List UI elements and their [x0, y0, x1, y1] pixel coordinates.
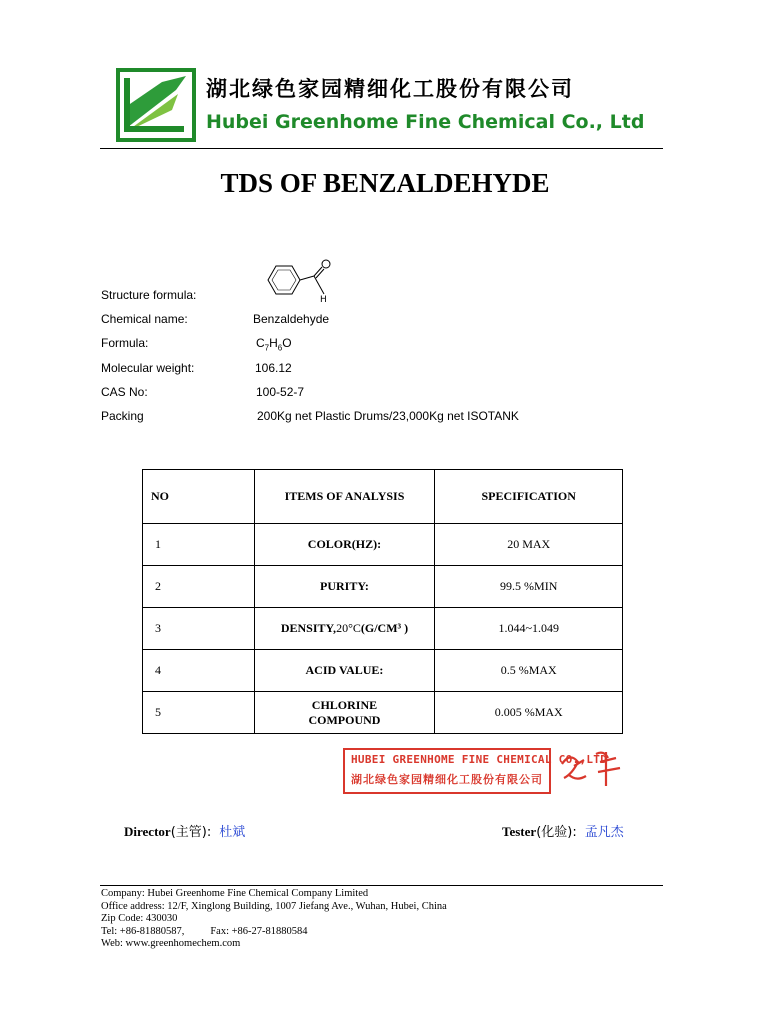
table-row: [143, 692, 623, 734]
table-row: [143, 524, 623, 566]
molecular-weight-value: 106.12: [255, 361, 292, 375]
director-signature: Director(主管): 杜斌: [124, 824, 246, 840]
footer-company: Company: Hubei Greenhome Fine Chemical Company Limited: [101, 888, 369, 899]
packing-value: 200Kg net Plastic Drums/23,000Kg net ISOTANK: [257, 409, 519, 423]
cas-no-value: 100-52-7: [256, 385, 305, 399]
row-no: 2: [143, 566, 255, 608]
row-item: PURITY:: [254, 566, 435, 608]
row-no: 3: [143, 608, 255, 650]
header-items: ITEMS OF ANALYSIS: [254, 470, 435, 524]
row-no: 4: [143, 650, 255, 692]
header-divider: [100, 148, 663, 149]
row-item: ACID VALUE:: [254, 650, 435, 692]
table-header-row: [143, 470, 623, 524]
footer-divider: [100, 885, 663, 886]
tester-name: 孟凡杰: [584, 825, 624, 840]
formula-label: Formula:: [101, 336, 149, 350]
row-item: DENSITY,20°C(G/CM³ ): [254, 608, 435, 650]
specification-table: [142, 469, 623, 734]
table-row: [143, 650, 623, 692]
stamp-line-en: HUBEI GREENHOME FINE CHEMICAL CO.,LTD: [351, 753, 608, 766]
company-name-cn: 湖北绿色家园精细化工股份有限公司: [206, 77, 574, 101]
formula-value: $C_7H_6O$: [256, 336, 292, 353]
row-no: 5: [143, 692, 255, 734]
row-spec: 20 MAX: [435, 524, 623, 566]
benzaldehyde-structure-icon: [258, 258, 338, 304]
structure-formula-label: Structure formula:: [101, 288, 197, 302]
tester-signature: Tester(化验): 孟凡杰: [502, 824, 624, 840]
stamp-line-cn: 湖北绿色家园精细化工股份有限公司: [351, 773, 543, 786]
company-logo: [116, 68, 196, 142]
footer-web: Web: www.greenhomechem.com: [101, 938, 241, 949]
header-specification: SPECIFICATION: [435, 470, 623, 524]
molecular-weight-label: Molecular weight:: [101, 361, 195, 375]
chemical-name-value: Benzaldehyde: [253, 312, 330, 326]
director-name: 杜斌: [219, 825, 246, 840]
table-row: [143, 566, 623, 608]
packing-label: Packing: [101, 409, 144, 423]
footer-phone-fax: [101, 926, 447, 939]
row-item: CHLORINE COMPOUND: [254, 692, 435, 734]
header-no: NO: [143, 470, 255, 524]
footer-fax: Fax: +86-27-81880584: [210, 925, 308, 937]
footer-tel: Tel: +86-81880587,: [101, 925, 185, 937]
row-spec: 0.5 %MAX: [435, 650, 623, 692]
footer-contact: [101, 888, 447, 951]
footer-zip: Zip Code: 430030: [101, 913, 178, 924]
row-no: 1: [143, 524, 255, 566]
row-item: COLOR(HZ):: [254, 524, 435, 566]
chemical-name-label: Chemical name:: [101, 312, 188, 326]
footer-address: Office address: 12/F, Xinglong Building, 1007 Jiefang Ave., Wuhan, Hubei, China: [101, 900, 447, 912]
handwritten-signature-icon: [556, 744, 636, 790]
company-name-en: Hubei Greenhome Fine Chemical Co., Ltd: [206, 111, 645, 133]
table-row: [143, 608, 623, 650]
company-stamp: [343, 748, 608, 794]
document-title: TDS OF BENZALDEHYDE: [220, 168, 550, 198]
row-spec: 99.5 %MIN: [435, 566, 623, 608]
row-spec: 0.005 %MAX: [435, 692, 623, 734]
hydrogen-label: H: [320, 295, 327, 304]
row-spec: 1.044~1.049: [435, 608, 623, 650]
greenhome-logo-icon: [116, 68, 196, 142]
cas-no-label: CAS No:: [101, 385, 148, 399]
